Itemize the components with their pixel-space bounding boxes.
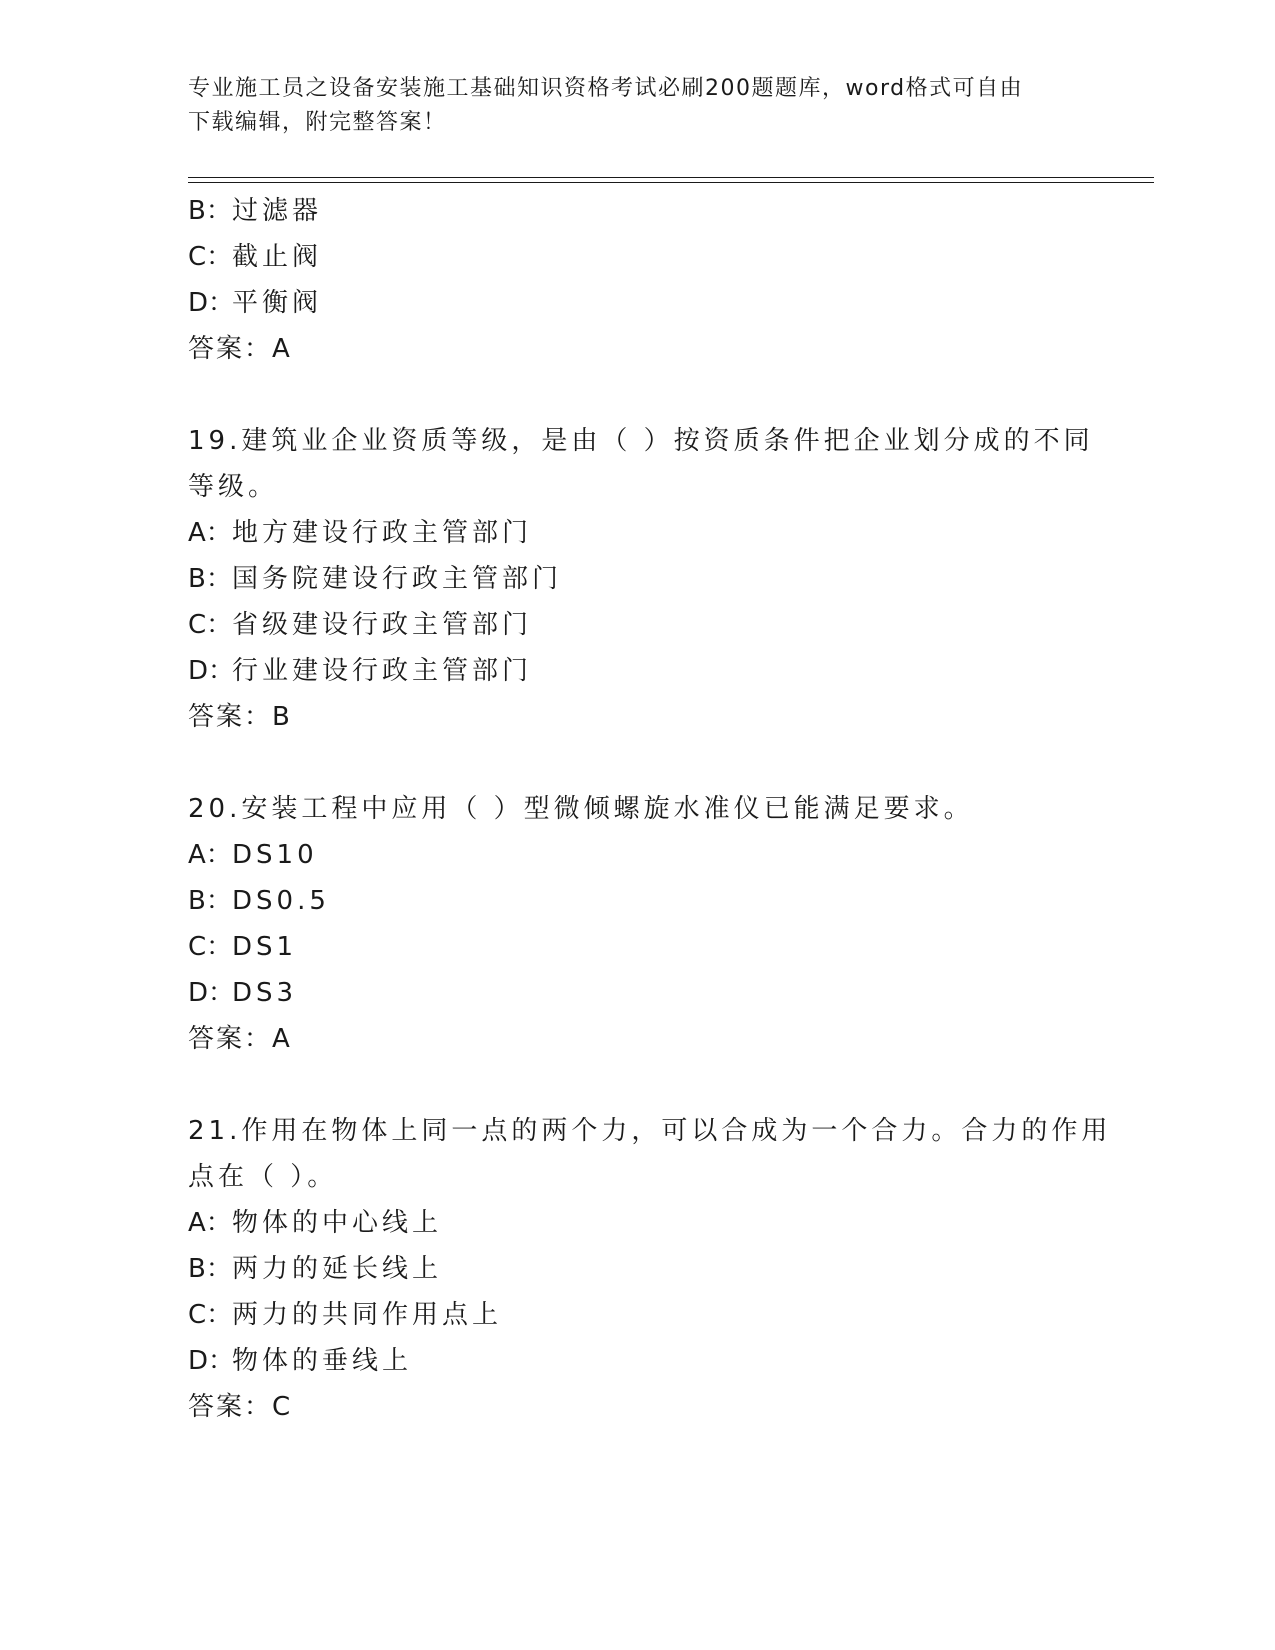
question-20 bbox=[188, 786, 1108, 1062]
option-b: B：两力的延长线上 bbox=[188, 1254, 443, 1284]
option-a: A：地方建设行政主管部门 bbox=[188, 518, 533, 548]
spacer bbox=[188, 372, 1108, 418]
option-c: C：两力的共同作用点上 bbox=[188, 1300, 503, 1330]
option-c: C：截止阀 bbox=[188, 242, 323, 272]
option-d: D：行业建设行政主管部门 bbox=[188, 656, 533, 686]
question-stem-line-1: 20.安装工程中应用（ ）型微倾螺旋水准仪已能满足要求。 bbox=[188, 794, 974, 824]
question-list bbox=[188, 188, 1112, 1430]
document-header bbox=[188, 72, 1088, 140]
option-d: D：平衡阀 bbox=[188, 288, 323, 318]
header-line-2: 下载编辑，附完整答案！ bbox=[188, 110, 447, 135]
header-divider-bottom bbox=[188, 182, 1154, 183]
question-stem-line-2: 等级。 bbox=[188, 472, 279, 502]
question-stem-line-2: 点在（ ）。 bbox=[188, 1162, 338, 1192]
option-c: C：DS1 bbox=[188, 932, 298, 962]
option-b: B：DS0.5 bbox=[188, 886, 330, 916]
answer: 答案：A bbox=[188, 334, 292, 364]
option-a: A：DS10 bbox=[188, 840, 318, 870]
answer: 答案：A bbox=[188, 1024, 292, 1054]
option-d: D：物体的垂线上 bbox=[188, 1346, 413, 1376]
answer: 答案：B bbox=[188, 702, 292, 732]
answer: 答案：C bbox=[188, 1392, 293, 1422]
spacer bbox=[188, 740, 1108, 786]
option-d: D：DS3 bbox=[188, 978, 298, 1008]
header-line-1: 专业施工员之设备安装施工基础知识资格考试必刷200题题库，word格式可自由 bbox=[188, 76, 1024, 101]
option-b: B：过滤器 bbox=[188, 196, 323, 226]
question-stem-line-1: 21.作用在物体上同一点的两个力，可以合成为一个合力。合力的作用 bbox=[188, 1116, 1112, 1146]
question-21 bbox=[188, 1108, 1112, 1430]
spacer bbox=[188, 1062, 1108, 1108]
question-19 bbox=[188, 418, 1108, 740]
option-c: C：省级建设行政主管部门 bbox=[188, 610, 533, 640]
question-stem-line-1: 19.建筑业企业资质等级，是由（ ）按资质条件把企业划分成的不同 bbox=[188, 426, 1094, 456]
header-divider-top bbox=[188, 177, 1154, 178]
option-b: B：国务院建设行政主管部门 bbox=[188, 564, 563, 594]
question-18 bbox=[188, 188, 1108, 372]
option-a: A：物体的中心线上 bbox=[188, 1208, 443, 1238]
